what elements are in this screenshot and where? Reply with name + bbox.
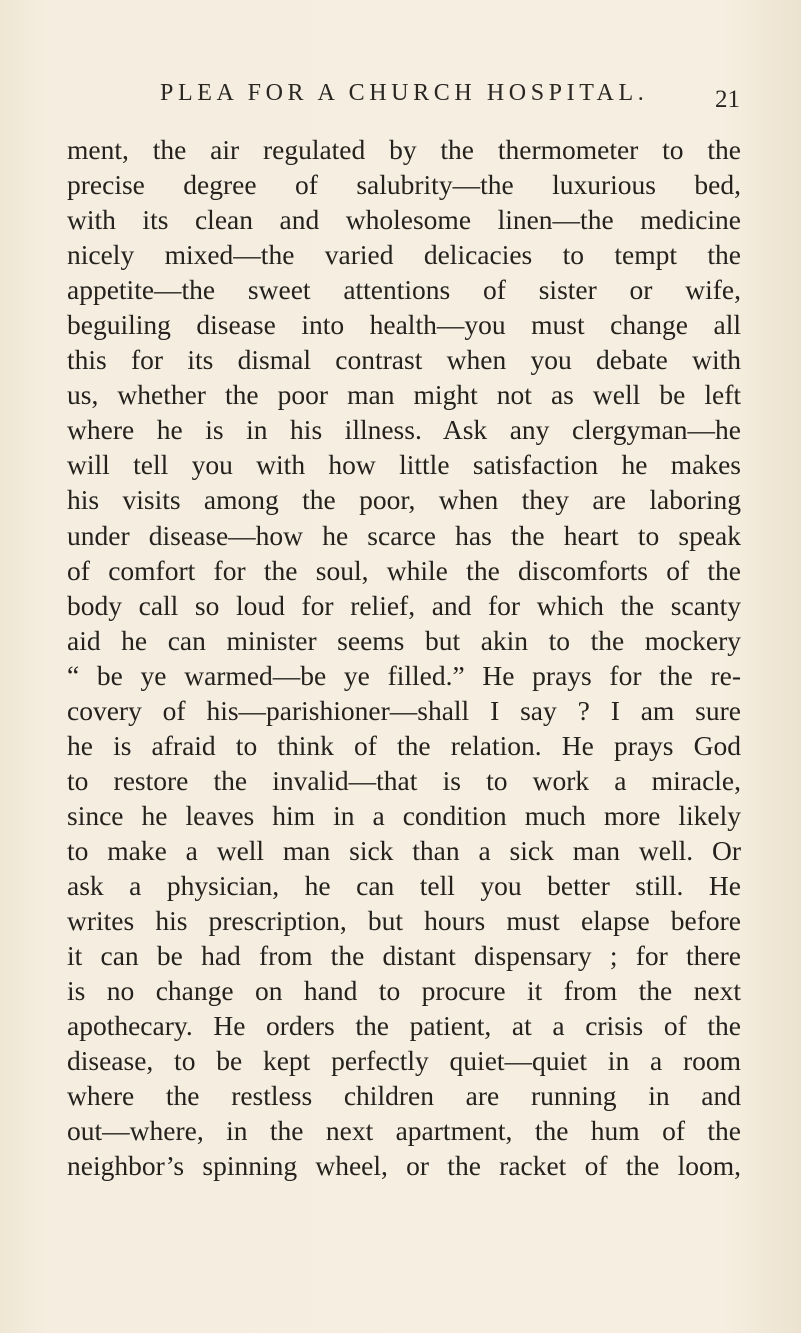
text-line: “ be ye warmed—be ye filled.” He prays for the re-: [67, 659, 741, 691]
text-line: writes his prescription, but hours must elapse before: [67, 905, 741, 937]
text-line: beguiling disease into health—you must change all: [67, 309, 741, 341]
text-line: his visits among the poor, when they are laboring: [67, 484, 741, 516]
text-line: nicely mixed—the varied delicacies to tempt the: [67, 239, 741, 271]
text-line: ment, the air regulated by the thermometer to the: [67, 134, 741, 165]
text-line: to make a well man sick than a sick man well. Or: [67, 834, 741, 866]
text-line: to restore the invalid—that is to work a miracle,: [67, 764, 741, 796]
text-line: us, whether the poor man might not as well be left: [67, 379, 741, 411]
text-line: precise degree of salubrity—the luxurious bed,: [67, 169, 741, 201]
body-text: [67, 132, 741, 1183]
text-line: ask a physician, he can tell you better still. He: [67, 869, 741, 901]
text-line: will tell you with how little satisfaction he makes: [67, 449, 741, 481]
text-line: aid he can minister seems but akin to the mockery: [67, 624, 741, 656]
text-line: it can be had from the distant dispensary ; for there: [67, 940, 741, 972]
text-line: where the restless children are running in and: [67, 1080, 741, 1112]
text-line: covery of his—parishioner—shall I say ? I am sure: [67, 694, 741, 726]
running-head: [160, 80, 740, 114]
text-line: since he leaves him in a condition much more likely: [67, 799, 741, 831]
text-line: out—where, in the next apartment, the hum of the: [67, 1115, 741, 1147]
text-line: disease, to be kept perfectly quiet—quiet in a room: [67, 1045, 741, 1077]
text-line: under disease—how he scarce has the heart to speak: [67, 519, 741, 551]
text-line: apothecary. He orders the patient, at a crisis of the: [67, 1010, 741, 1042]
text-line: is no change on hand to procure it from the next: [67, 975, 741, 1007]
text-line: with its clean and wholesome linen—the medicine: [67, 204, 741, 236]
text-line: he is afraid to think of the relation. He prays God: [67, 729, 741, 761]
running-head-title: PLEA FOR A CHURCH HOSPITAL.: [160, 80, 649, 106]
page-number: 21: [715, 86, 740, 113]
text-line: appetite—the sweet attentions of sister or wife,: [67, 274, 741, 306]
text-line: of comfort for the soul, while the discomforts of the: [67, 554, 741, 586]
text-line: neighbor’s spinning wheel, or the racket of the loom,: [67, 1150, 741, 1182]
text-line: this for its dismal contrast when you debate with: [67, 344, 741, 376]
text-line: body call so loud for relief, and for which the scanty: [67, 589, 741, 621]
text-line: where he is in his illness. Ask any clergyman—he: [67, 414, 741, 446]
